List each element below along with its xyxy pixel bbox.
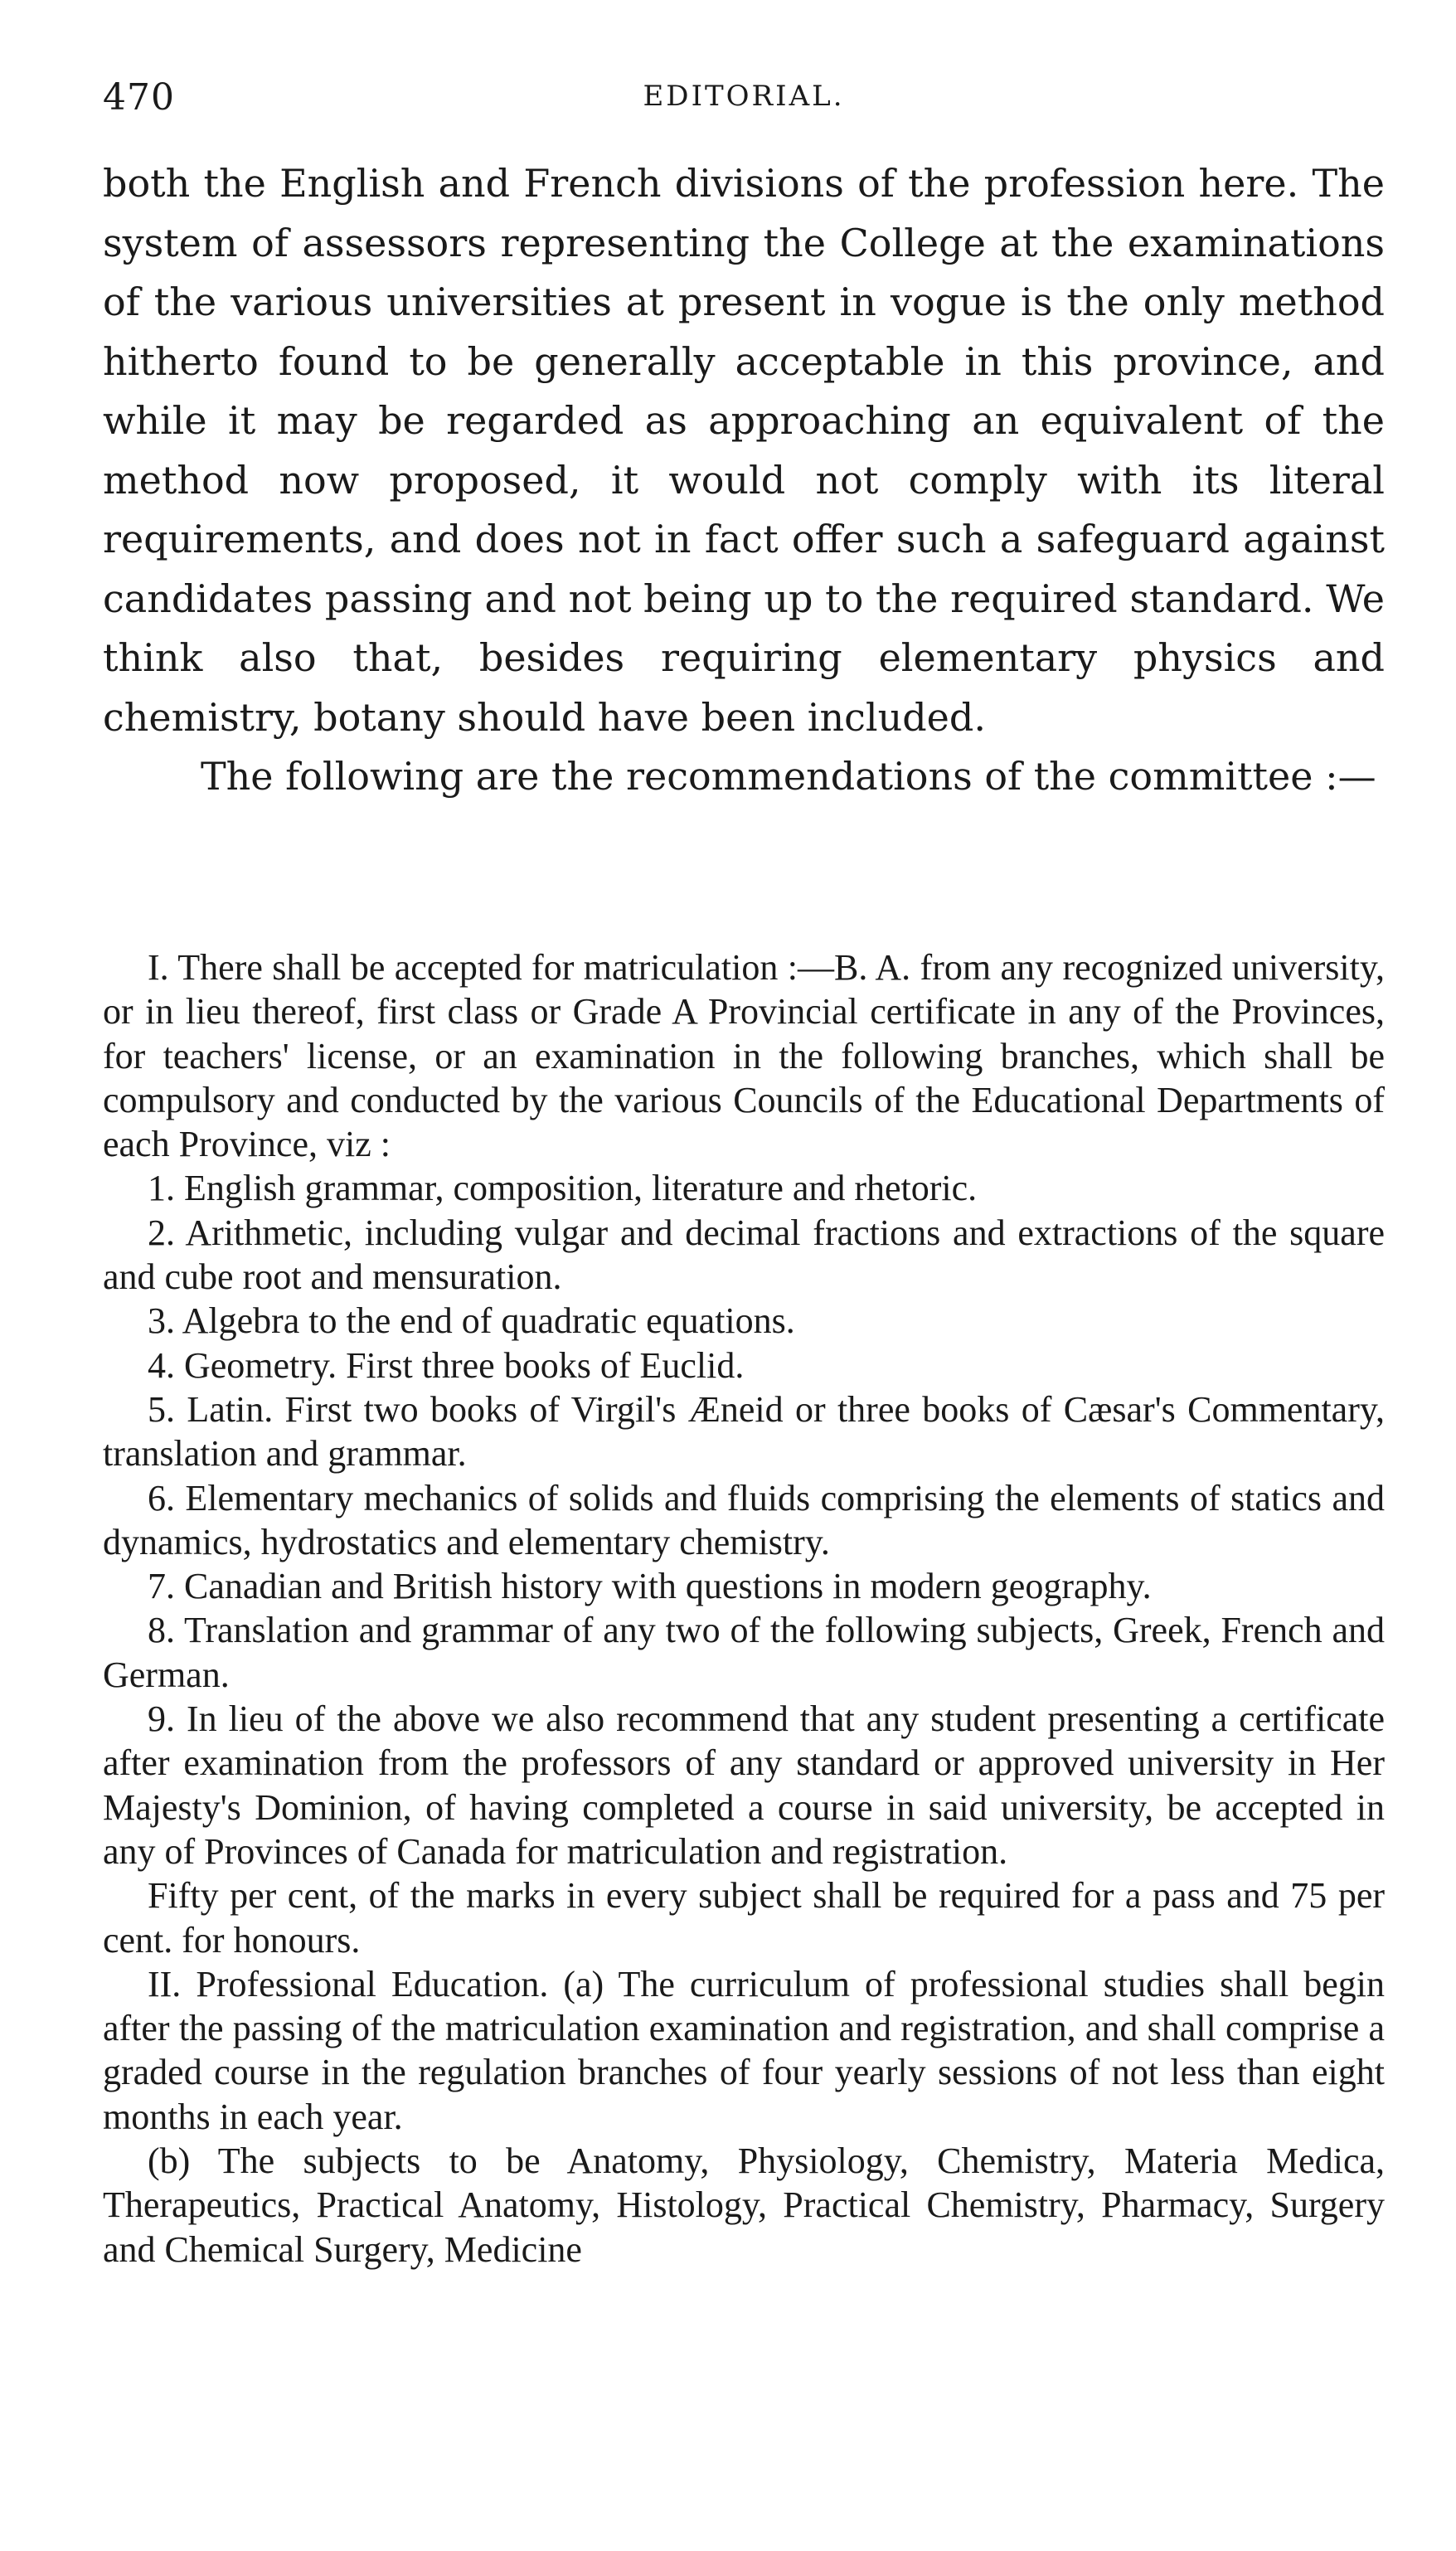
list-item: 5. Latin. First two books of Virgil's Æneid or three books of Cæsar's Commentary, translation and grammar. — [103, 1388, 1385, 1475]
recommendation-section-ii: II. Professional Education. (a) The curriculum of professional studies shall begin after the passing of the matriculation examination and registration, and shall comprise a graded course in the regulation branches of four yearly sessions of not less than eight months in each year. — [103, 1963, 1385, 2137]
list-item: 6. Elementary mechanics of solids and fluids comprising the elements of statics and dynamics, hydrostatics and elementary chemistry. — [103, 1477, 1385, 1562]
pass-marks-paragraph: Fifty per cent, of the marks in every subject shall be required for a pass and 75 per cent. for honours. — [103, 1875, 1385, 1961]
page — [103, 0, 1385, 2551]
list-item: 2. Arithmetic, including vulgar and decimal fractions and extractions of the square and cube root and mensuration. — [103, 1212, 1385, 1298]
list-item: 9. In lieu of the above we also recommend that any student presenting a certificate after examination from the professors of any standard or approved university in Her Majesty's Dominion, of having completed a course in said university, be accepted in any of Provinces of Canada for matriculation and registration. — [103, 1698, 1385, 1872]
editorial-body — [103, 154, 1385, 807]
editorial-paragraph: both the English and French divisions of the profession here. The system of assessors representing the College at the examinations of the various universities at present in vogue is the only method hitherto found to be generally acceptable in this province, and while it may be regarded as approaching an equivalent of the method now proposed, it would not comply with its literal requirements, and does not in fact offer such a safeguard against candidates passing and not being up to the required standard. We think also that, besides requiring elementary physics and chemistry, botany should have been included. — [103, 161, 1385, 740]
page-number: 470 — [103, 76, 175, 119]
list-item: 1. English grammar, composition, literature and rhetoric. — [148, 1168, 978, 1209]
page-header — [103, 76, 1385, 126]
committee-recommendations — [103, 945, 1385, 2272]
list-item: 8. Translation and grammar of any two of the following subjects, Greek, French and German. — [103, 1610, 1385, 1695]
list-item: 7. Canadian and British history with questions in modern geography. — [148, 1566, 1152, 1607]
running-head: EDITORIAL. — [643, 80, 845, 113]
editorial-paragraph: The following are the recommendations of the committee :— — [201, 754, 1376, 799]
recommendation-section-i: I. There shall be accepted for matriculation :—B. A. from any recognized university, or in lieu thereof, first class or Grade A Provincial certificate in any of the Provinces, for teachers' license, or an examination in the following branches, which shall be compulsory and conducted by the various Councils of the Educational Departments of each Province, viz : — [103, 947, 1385, 1165]
list-item: 3. Algebra to the end of quadratic equations. — [148, 1300, 795, 1342]
recommendation-subjects: (b) The subjects to be Anatomy, Physiology, Chemistry, Materia Medica, Therapeutics, Practical Anatomy, Histology, Practical Chemistry, Pharmacy, Surgery and Chemical Surgery, Medicine — [103, 2140, 1385, 2270]
list-item: 4. Geometry. First three books of Euclid. — [148, 1344, 745, 1386]
